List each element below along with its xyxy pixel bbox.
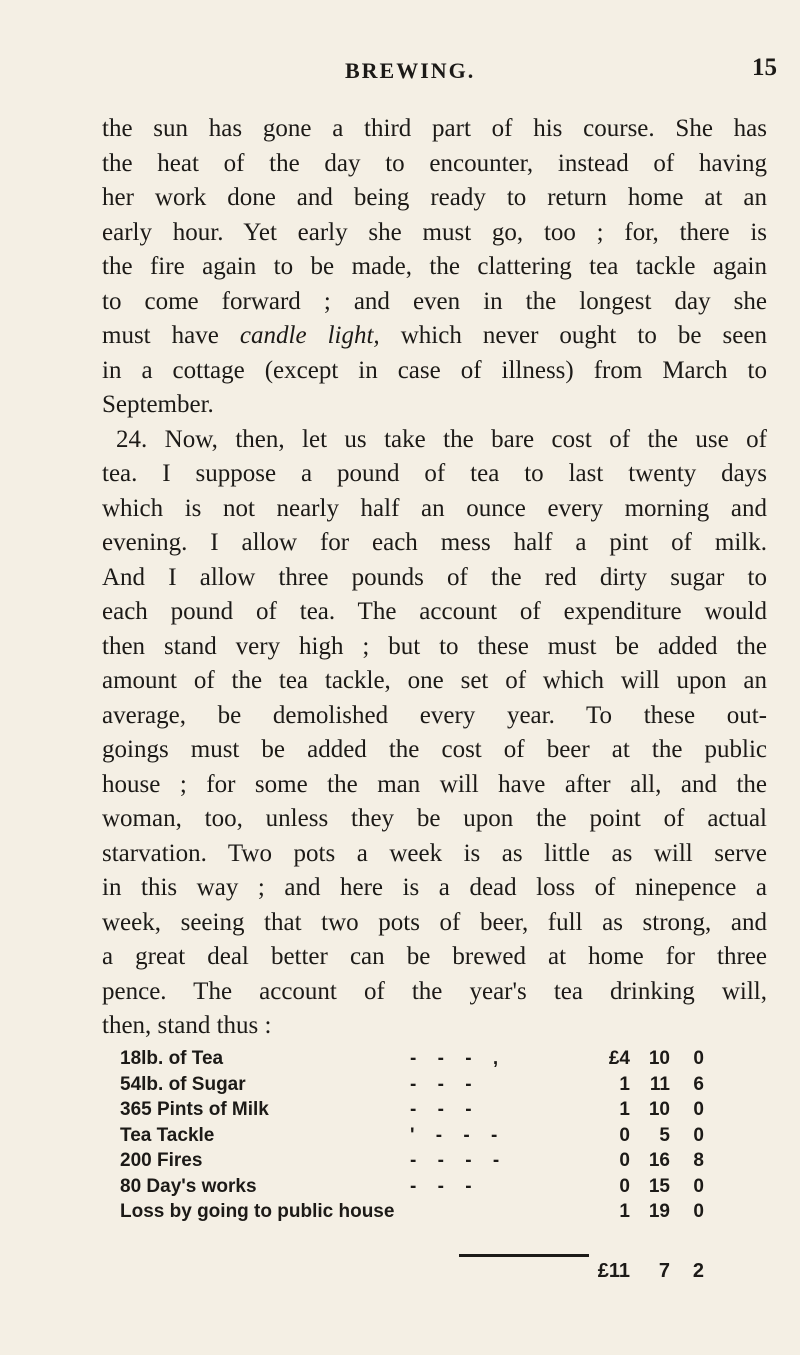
account-row: [120, 1148, 704, 1174]
total-pence: 2: [692, 1260, 704, 1282]
text-line: amount of the tea tackle, one set of which will upon an: [102, 667, 767, 694]
leader-dashes: - - - ,: [410, 1048, 507, 1069]
text-line: in a cottage (except in case of illness) from March to: [102, 356, 767, 384]
text-line: which is not nearly half an ounce every morning and: [102, 494, 767, 522]
account-item: 54lb. of Sugar: [120, 1073, 246, 1095]
pounds-value: 1: [619, 1099, 630, 1120]
account-row: [120, 1123, 704, 1149]
account-item: 80 Day's works: [120, 1175, 257, 1197]
italic-phrase: candle light,: [239, 322, 380, 349]
text-line: then, stand thus :: [102, 1012, 272, 1039]
pounds-value: 1: [619, 1201, 630, 1222]
pounds-value: 0: [619, 1124, 630, 1146]
text-line: September.: [102, 391, 214, 418]
text-line: the heat of the day to encounter, instead of having: [102, 149, 767, 177]
text-line: tea. I suppose a pound of tea to last twenty days: [102, 460, 767, 487]
pounds-value: 0: [619, 1150, 630, 1171]
pence-value: 0: [693, 1175, 704, 1197]
leader-dashes: ' - - -: [410, 1124, 506, 1146]
text-line: in this way ; and here is a dead loss of ninepence a: [102, 874, 767, 901]
shillings-value: 10: [648, 1048, 670, 1069]
text-line: to come forward ; and even in the longest day she: [102, 287, 767, 315]
account-row: [120, 1174, 704, 1200]
text-line: week, seeing that two pots of beer, full as strong, and: [102, 908, 767, 936]
text-line: early hour. Yet early she must go, too ; for, there is: [102, 218, 767, 246]
account-item: Loss by going to public house: [120, 1201, 395, 1222]
running-title: BREWING.: [345, 58, 476, 83]
expense-account-table: [120, 1046, 704, 1225]
text-line: average, be demolished every year. To these out-: [102, 701, 767, 729]
account-item: 200 Fires: [120, 1150, 203, 1171]
pence-value: 0: [693, 1201, 704, 1222]
text-line: [102, 319, 767, 354]
shillings-value: 11: [649, 1073, 670, 1095]
shillings-value: 10: [648, 1099, 670, 1120]
pence-value: 0: [693, 1124, 704, 1146]
paragraph-24-start: 24. Now, then, let us take the bare cost of the use of: [116, 425, 767, 453]
shillings-value: 5: [659, 1124, 670, 1146]
text-line: each pound of tea. The account of expenditure would: [102, 598, 767, 625]
text-fragment: which never ought to be seen: [379, 322, 767, 349]
total-shillings: 7: [658, 1260, 670, 1282]
total-rule: [459, 1254, 589, 1257]
text-line: pence. The account of the year's tea drinking will,: [102, 977, 767, 1005]
shillings-value: 19: [648, 1201, 670, 1222]
body-text: [102, 112, 767, 1044]
shillings-value: 16: [648, 1150, 670, 1171]
account-row: [120, 1046, 704, 1072]
total-pounds: £11: [597, 1260, 630, 1282]
pounds-value: 0: [619, 1175, 630, 1197]
account-row: [120, 1072, 704, 1098]
text-line: evening. I allow for each mess half a pint of milk.: [102, 529, 767, 556]
account-item: Tea Tackle: [120, 1124, 215, 1146]
leader-dashes: - - - -: [410, 1150, 508, 1171]
account-row: [120, 1199, 704, 1225]
pence-value: 8: [693, 1150, 704, 1171]
text-line: the fire again to be made, the clattering tea tackle again: [102, 253, 767, 280]
text-line: And I allow three pounds of the red dirty sugar to: [102, 563, 767, 591]
text-line: goings must be added the cost of beer at the public: [102, 736, 767, 763]
page-header: [0, 54, 800, 88]
text-line: house ; for some the man will have after all, and the: [102, 770, 767, 798]
leader-dashes: - - -: [410, 1175, 480, 1197]
text-fragment: must have: [102, 322, 240, 349]
pence-value: 0: [693, 1099, 704, 1120]
account-item: 365 Pints of Milk: [120, 1099, 269, 1120]
shillings-value: 15: [648, 1175, 670, 1197]
account-item: 18lb. of Tea: [120, 1048, 224, 1069]
text-line: the sun has gone a third part of his course. She has: [102, 115, 767, 142]
text-line: a great deal better can be brewed at home for three: [102, 943, 767, 970]
page-number: 15: [752, 54, 777, 81]
account-total: [120, 1260, 704, 1290]
pence-value: 0: [693, 1048, 704, 1069]
leader-dashes: - - -: [410, 1073, 480, 1095]
pounds-value: 1: [619, 1073, 630, 1095]
account-row: [120, 1097, 704, 1123]
text-line: starvation. Two pots a week is as little as will serve: [102, 839, 767, 867]
text-line: her work done and being ready to return home at an: [102, 184, 767, 211]
pounds-value: £4: [608, 1048, 630, 1069]
pence-value: 6: [693, 1073, 704, 1095]
text-line: then stand very high ; but to these must be added the: [102, 632, 767, 660]
text-line: woman, too, unless they be upon the point of actual: [102, 805, 767, 832]
leader-dashes: - - -: [410, 1099, 480, 1120]
